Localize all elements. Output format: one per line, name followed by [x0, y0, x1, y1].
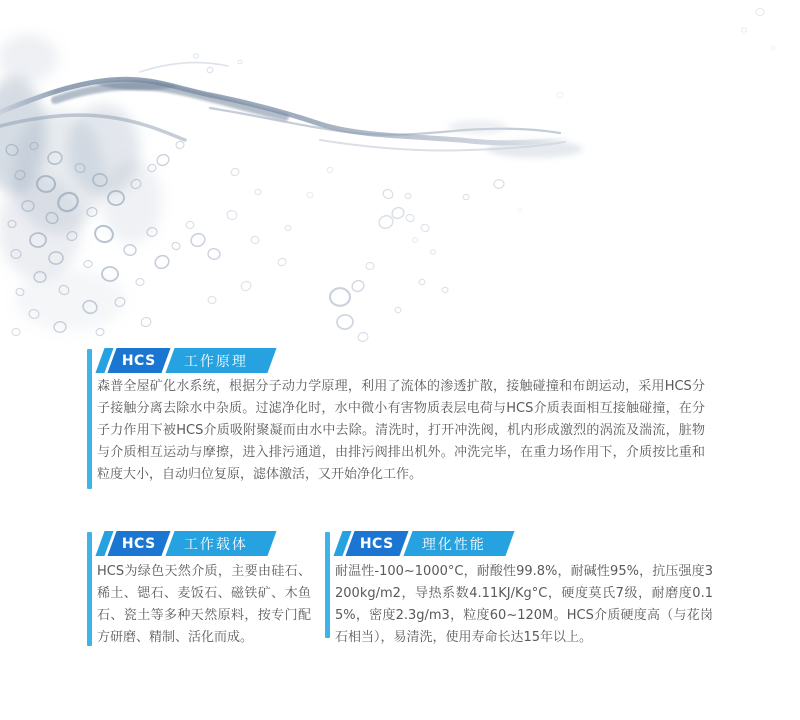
section-banner	[338, 531, 717, 556]
accent-bar	[325, 532, 330, 638]
section-physicochemical-properties	[325, 531, 717, 649]
section-body-text: 森普全屋矿化水系统，根据分子动力学原理，利用了流体的渗透扩散，接触碰撞和布朗运动，采用HCS分子接触分离去除水中杂质。过滤净化时，水中微小有害物质表层电荷与HCS介质表面相互接触碰撞，在分子力作用下被HCS介质吸附聚凝而由水中去除。清洗时，打开冲洗阀，机内形成激烈的涡流及湍流，脏物与介质相互运动与摩擦，进入排污通道，由排污阀排出机外。冲洗完毕，在重力场作用下，介质按比重和粒度大小，自动归位复原，滤体激活，又开始净化工作。	[97, 379, 705, 482]
section-title: 工作原理	[183, 353, 248, 370]
section-banner	[100, 531, 315, 556]
section-body-text: 耐温性-100~1000°C，耐酸性99.8%，耐碱性95%，抗压强度3200kg/m2，导热系数4.11KJ/Kg°C，硬度莫氏7级，耐磨度0.15%，密度2.3g/m3，粒度60~120M。HCS介质硬度高（与花岗石相当），易清洗，使用寿命长达15年以上。	[335, 564, 713, 645]
banner-tag-badge	[107, 348, 170, 373]
banner-tag-label: HCS	[360, 535, 394, 552]
wave-end-haze	[487, 140, 583, 158]
banner-title-badge	[165, 348, 276, 373]
section-title: 工作载体	[183, 536, 248, 553]
water-splash-svg	[0, 0, 800, 345]
section-working-principle	[87, 348, 707, 486]
banner-title-badge	[165, 531, 276, 556]
accent-bar	[87, 349, 92, 489]
banner-tag-label: HCS	[122, 352, 156, 369]
water-splash-image	[0, 0, 800, 345]
wave-haze-2	[448, 120, 508, 134]
section-body-text: HCS为绿色天然介质，主要由硅石、稀土、锶石、麦饭石、磁铁矿、木鱼石、瓷土等多种天然原料，按专门配方研磨、精制、活化而成。	[97, 564, 311, 645]
banner-tag-label: HCS	[122, 535, 156, 552]
section-banner	[100, 348, 707, 373]
banner-title-badge	[403, 531, 514, 556]
banner-tag-badge	[107, 531, 170, 556]
section-working-carrier	[87, 531, 315, 649]
accent-bar	[87, 532, 92, 646]
section-title: 理化性能	[421, 536, 486, 553]
banner-tag-badge	[345, 531, 408, 556]
